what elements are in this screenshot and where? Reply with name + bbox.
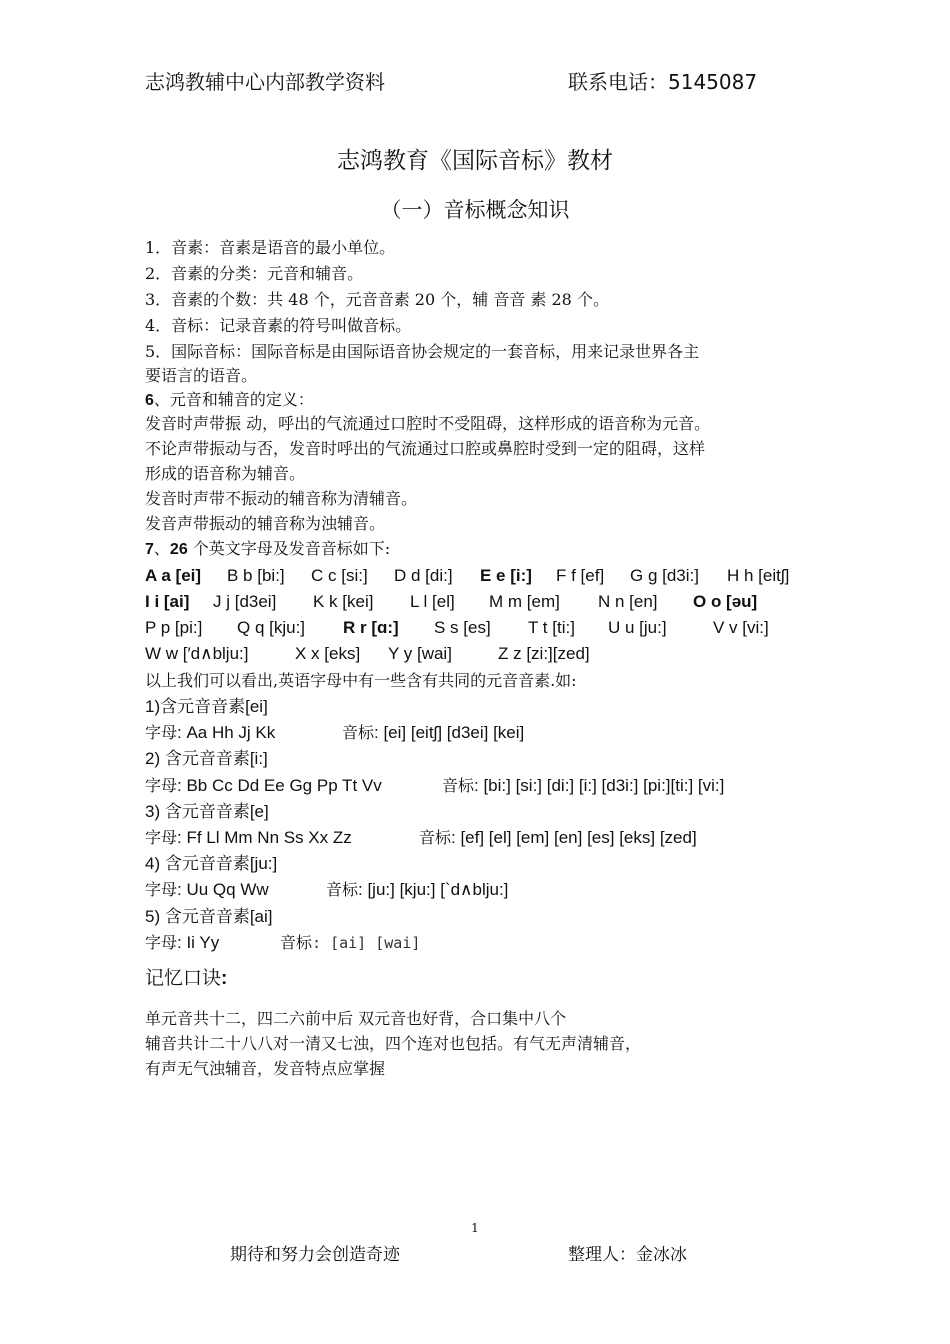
mnemonic-title — [145, 965, 227, 992]
letter-g: G g [d3i:] — [630, 566, 699, 585]
letter-b: B b [bi:] — [227, 566, 285, 585]
page-number: 1 — [471, 1221, 479, 1235]
letters-label: 字母 — [145, 776, 178, 795]
letter-n: N n [en] — [598, 592, 658, 611]
alphabet-heading-num: 7 — [145, 541, 154, 558]
alphabet-heading-sep: 、 — [153, 539, 170, 558]
alphabet-heading-text: 个英文字母及发音音标如下: — [187, 539, 391, 558]
definition-line-2: 不论声带振动与否，发音时呼出的气流通过口腔或鼻腔时受到一定的阻碍，这样 — [145, 439, 706, 458]
letter-a: A a [ei] — [145, 566, 202, 585]
letter-t: T t [ti:] — [528, 618, 575, 637]
section-subtitle: （一）音标概念知识 — [380, 198, 570, 222]
ipa-label: 音标 — [280, 933, 313, 952]
footer-right: 整理人：金冰冰 — [568, 1245, 687, 1265]
definition-line-1: 发音时声带振 动，呼出的气流通过口腔时不受阻碍，这样形成的语音称为元音。 — [145, 414, 711, 433]
letter-m: M m [em] — [489, 592, 560, 611]
letter-r: R r [ɑ:] — [343, 618, 399, 637]
mnemonic-title-text: 记忆口诀 — [145, 967, 222, 989]
ipa-label: 音标 — [326, 880, 359, 899]
group-2-ipa-line — [442, 773, 724, 799]
shared-vowel-intro: 以上我们可以看出,英语字母中有一些含有共同的元音音素.如: — [145, 671, 577, 690]
definition-heading-text: 、元音和辅音的定义： — [153, 390, 314, 409]
definition-line-4: 发音时声带不振动的辅音称为清辅音。 — [145, 489, 418, 508]
mnemonic-line-3: 有声无气浊辅音，发音特点应掌握 — [145, 1059, 386, 1078]
group-4-ipa-line — [326, 877, 508, 903]
letter-k: K k [kei] — [313, 592, 374, 611]
definition-line-5: 发音声带振动的辅音称为浊辅音。 — [145, 514, 386, 533]
letter-c: C c [si:] — [311, 566, 368, 585]
letter-w: W w [′d∧blju:] — [145, 644, 249, 663]
alphabet-row-2 — [145, 589, 805, 615]
letter-q: Q q [kju:] — [237, 618, 306, 637]
group-3-letters-line — [145, 825, 352, 851]
letters-label: 字母 — [145, 933, 178, 952]
header-left: 志鸿教辅中心内部教学资料 — [145, 70, 385, 94]
letter-u: U u [ju:] — [608, 618, 667, 637]
ipa-label: 音标 — [419, 828, 452, 847]
alphabet-row-1 — [145, 563, 805, 589]
letter-s: S s [es] — [434, 618, 491, 637]
letter-z: Z z [zi:][zed] — [498, 644, 590, 663]
group-2-letters: : Bb Cc Dd Ee Gg Pp Tt Vv — [177, 776, 382, 795]
group-1-ipa-line — [342, 720, 524, 746]
alphabet-row-3 — [145, 615, 805, 641]
group-3-ipa: : [ef] [el] [em] [en] [es] [eks] [zed] — [451, 828, 697, 847]
concept-line-6: 要语言的语音。 — [145, 366, 258, 385]
letter-e: E e [i:] — [480, 566, 532, 585]
group-2-letters-line — [145, 773, 382, 799]
group-1-letters-line — [145, 720, 275, 746]
concept-line-4: 4．音标：记录音素的符号叫做音标。 — [145, 316, 412, 335]
group-3-letters: : Ff Ll Mm Nn Ss Xx Zz — [177, 828, 352, 847]
definition-heading-num: 6 — [145, 392, 154, 409]
group-2-ipa: : [bi:] [si:] [di:] [i:] [d3i:] [pi:][ti:] [vi:] — [474, 776, 725, 795]
group-1-letters: : Aa Hh Jj Kk — [177, 723, 276, 742]
definition-line-3: 形成的语音称为辅音。 — [145, 464, 306, 483]
mnemonic-line-2: 辅音共计二十八八对一清又七浊，四个连对也包括。有气无声清辅音， — [145, 1034, 642, 1053]
group-4-ipa: : [ju:] [kju:] [`d∧blju:] — [358, 880, 509, 899]
group-3-heading: 3) 含元音音素[e] — [145, 802, 269, 821]
letter-x: X x [eks] — [295, 644, 361, 663]
alphabet-row-4 — [145, 641, 805, 667]
letter-h: H h [eitʃ] — [727, 566, 790, 585]
group-5-ipa: : [ai] [wai] — [312, 934, 421, 952]
group-2-heading: 2) 含元音音素[i:] — [145, 749, 268, 768]
letter-o: O o [əu] — [693, 592, 758, 611]
group-1-ipa: : [ei] [eitʃ] [d3ei] [kei] — [374, 723, 525, 742]
letters-label: 字母 — [145, 723, 178, 742]
ipa-label: 音标 — [342, 723, 375, 742]
group-4-letters-line — [145, 877, 269, 903]
concept-line-5: 5．国际音标：国际音标是由国际语音协会规定的一套音标，用来记录世界各主 — [145, 342, 700, 361]
alphabet-heading — [145, 536, 390, 563]
concept-line-2: 2．音素的分类：元音和辅音。 — [145, 264, 364, 283]
group-5-letters-line — [145, 930, 219, 956]
mnemonic-title-colon: : — [221, 968, 228, 989]
letter-p: P p [pi:] — [145, 618, 203, 637]
page-title: 志鸿教育《国际音标》教材 — [337, 148, 613, 174]
header-right: 联系电话：5145087 — [568, 70, 758, 94]
group-4-letters: : Uu Qq Ww — [177, 880, 269, 899]
mnemonic-line-1: 单元音共十二，四二六前中后 双元音也好背，合口集中八个 — [145, 1009, 567, 1028]
letters-label: 字母 — [145, 880, 178, 899]
group-5-letters: : Ii Yy — [177, 933, 220, 952]
letter-i: I i [ai] — [145, 592, 190, 611]
alphabet-heading-num2: 26 — [169, 541, 188, 558]
group-5-heading: 5) 含元音音素[ai] — [145, 907, 273, 926]
letter-f: F f [ef] — [556, 566, 605, 585]
ipa-label: 音标 — [442, 776, 475, 795]
letter-d: D d [di:] — [394, 566, 453, 585]
letter-l: L l [el] — [410, 592, 455, 611]
letters-label: 字母 — [145, 828, 178, 847]
letter-y: Y y [wai] — [388, 644, 452, 663]
definition-heading — [145, 387, 314, 414]
letter-j: J j [d3ei] — [213, 592, 277, 611]
group-4-heading: 4) 含元音音素[ju:] — [145, 854, 278, 873]
letter-v: V v [vi:] — [713, 618, 769, 637]
group-3-ipa-line — [419, 825, 697, 851]
concept-line-1: 1．音素：音素是语音的最小单位。 — [145, 238, 396, 257]
group-1-heading: 1)含元音音素[ei] — [145, 697, 268, 716]
footer-left: 期待和努力会创造奇迹 — [230, 1245, 400, 1265]
group-5-ipa-line — [280, 930, 420, 956]
concept-line-3: 3．音素的个数：共 48 个，元音音素 20 个，辅 音音 素 28 个。 — [145, 290, 609, 309]
